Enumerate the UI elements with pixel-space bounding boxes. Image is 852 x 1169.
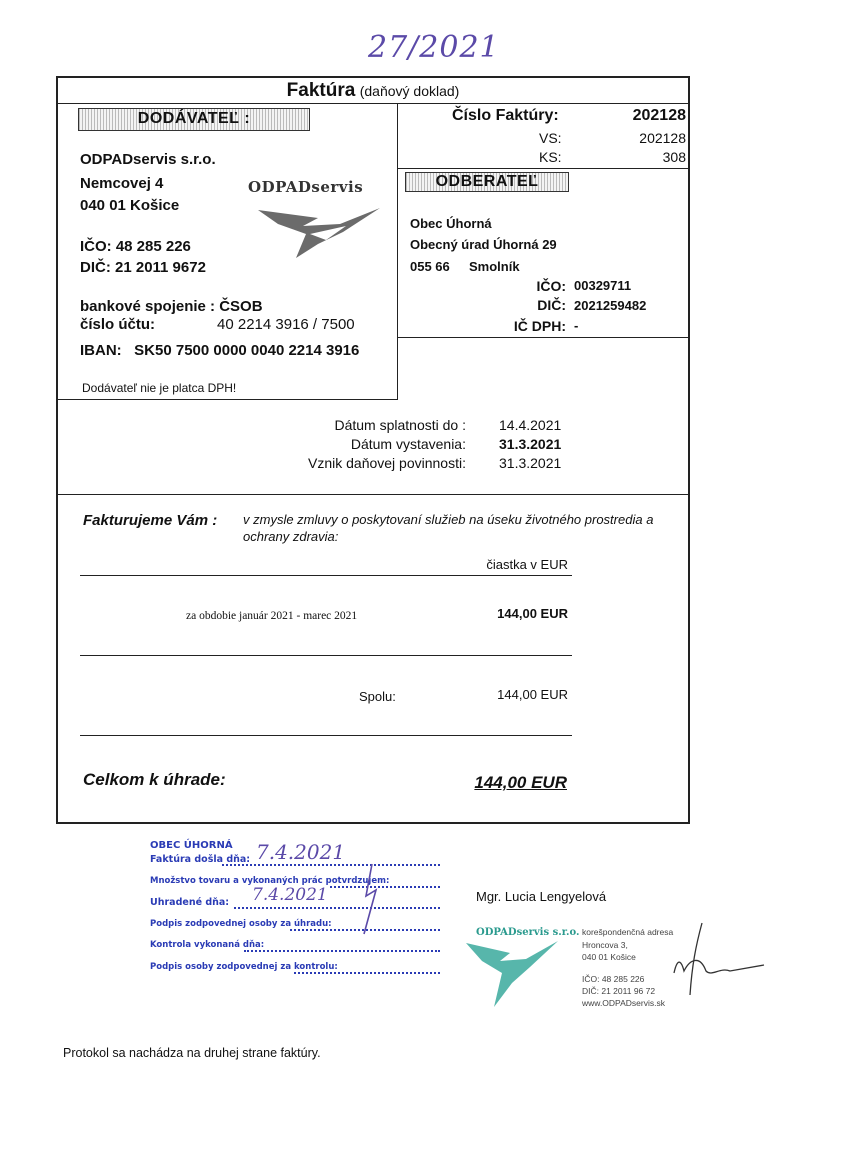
company-stamp-l4: IČO: 48 285 226	[582, 974, 645, 984]
total-value: 144,00 EUR	[474, 773, 567, 792]
supplier-bottom-border	[56, 399, 398, 400]
supplier-account-value: 40 2214 3916 / 7500	[217, 316, 355, 333]
customer-bottom-border	[397, 337, 690, 338]
stamp-dots1	[222, 864, 440, 866]
total-label: Celkom k úhrade:	[83, 770, 226, 789]
stamp-hand-date1: 7.4.2021	[256, 840, 346, 864]
item-description: za obdobie január 2021 - marec 2021	[186, 610, 358, 622]
handwritten-invoice-number: 27/2021	[368, 30, 500, 65]
invoice-ks-value: 308	[662, 149, 686, 165]
sum-label: Spolu:	[359, 689, 396, 704]
stamp-line2: Množstvo tovaru a vykonaných prác potvrdzujem:	[150, 876, 390, 886]
customer-city: Smolník	[469, 259, 520, 274]
stamp-line4: Podpis zodpovednej osoby za úhradu:	[150, 919, 332, 929]
signer-name: Mgr. Lucia Lengyelová	[476, 889, 607, 904]
supplier-street: Nemcovej 4	[80, 175, 164, 192]
company-stamp-l5: DIČ: 21 2011 96 72	[582, 986, 656, 996]
invoice-number-value: 202128	[632, 107, 686, 124]
dates-bottom-border	[56, 494, 690, 495]
supplier-vat-note: Dodávateľ nie je platca DPH!	[82, 381, 237, 395]
company-stamp-l6: www.ODPADservis.sk	[582, 998, 665, 1008]
customer-dic-value: 2021259482	[574, 298, 647, 313]
supplier-bank: bankové spojenie : ČSOB	[80, 298, 263, 315]
company-stamp-logo-icon	[462, 939, 562, 1011]
supplier-account-label: číslo účtu:	[80, 316, 156, 333]
company-stamp-l1: korešpondenčná adresa	[582, 927, 674, 937]
invoice-number-bottom	[397, 168, 690, 169]
supplier-city: 040 01 Košice	[80, 197, 180, 214]
item-line	[80, 655, 572, 656]
footer-note: Protokol sa nachádza na druhej strane faktúry.	[63, 1046, 321, 1060]
billing-intro-label: Fakturujeme Vám :	[83, 512, 218, 529]
signature-icon	[660, 915, 770, 1005]
stamp-title: OBEC ÚHORNÁ	[150, 840, 233, 851]
supplier-name: ODPADservis s.r.o.	[80, 151, 216, 168]
invoice-subtitle: (daňový doklad)	[359, 83, 460, 99]
stamp-dots3	[234, 907, 440, 909]
item-amount: 144,00 EUR	[497, 606, 568, 621]
invoice-number-label: Číslo Faktúry:	[452, 107, 559, 124]
supplier-logo	[248, 178, 393, 248]
issue-date-value: 31.3.2021	[499, 436, 562, 452]
customer-ico-value: 00329711	[574, 278, 632, 293]
customer-zip: 055 66	[410, 259, 450, 274]
supplier-ico: IČO: 48 285 226	[80, 238, 191, 255]
supplier-logo-text: ODPADservis	[248, 178, 364, 196]
customer-address: Obecný úrad Úhorná 29	[410, 237, 557, 252]
due-date-value: 14.4.2021	[499, 417, 562, 433]
supplier-dic: DIČ: 21 2011 9672	[80, 259, 206, 276]
stamp-hand-date2: 7.4.2021	[252, 885, 328, 905]
invoice-vs-label: VS:	[539, 130, 562, 146]
sum-line	[80, 735, 572, 736]
invoice-title: Faktúra	[286, 80, 356, 101]
stamp-line6: Podpis osoby zodpovednej za kontrolu:	[150, 962, 338, 972]
issue-date-label: Dátum vystavenia:	[350, 436, 466, 452]
stamp-line5: Kontrola vykonaná dňa:	[150, 940, 265, 950]
customer-label: ODBERATEĽ	[405, 172, 569, 192]
due-date-label: Dátum splatnosti do :	[334, 417, 466, 433]
invoice-title-row	[56, 80, 690, 102]
amount-header: čiastka v EUR	[486, 557, 568, 572]
amount-header-line	[80, 575, 572, 576]
billing-intro-text: v zmysle zmluvy o poskytovaní služieb na úseku životného prostredia a ochrany zdravia:	[243, 512, 654, 544]
supplier-label: DODÁVATEĽ :	[78, 108, 310, 131]
invoice-vs-value: 202128	[639, 130, 686, 146]
stamp-line3: Uhradené dňa:	[150, 897, 230, 908]
customer-icdph-label: IČ DPH:	[513, 318, 566, 334]
logo-swoosh-icon	[248, 204, 393, 259]
customer-dic-label: DIČ:	[537, 297, 566, 313]
company-stamp-l2: Hroncova 3,	[582, 940, 628, 950]
invoice-ks-label: KS:	[539, 149, 562, 165]
customer-name: Obec Úhorná	[410, 216, 492, 231]
supplier-right-border	[397, 103, 398, 399]
tax-date-value: 31.3.2021	[499, 455, 562, 471]
tax-date-label: Vznik daňovej povinnosti:	[308, 455, 466, 471]
stamp-line1: Faktúra došla dňa:	[150, 854, 251, 865]
customer-icdph-value: -	[574, 318, 579, 333]
company-stamp-l3: 040 01 Košice	[582, 952, 636, 962]
header-divider	[56, 103, 690, 104]
stamp-dots5	[244, 950, 440, 952]
sum-value: 144,00 EUR	[497, 687, 568, 702]
supplier-iban: IBAN: SK50 7500 0000 0040 2214 3916	[80, 342, 360, 359]
stamp-signature-icon	[352, 860, 392, 940]
stamp-dots6	[294, 972, 440, 974]
customer-ico-label: IČO:	[536, 278, 566, 294]
company-stamp-name: ODPADservis s.r.o.	[476, 927, 580, 938]
